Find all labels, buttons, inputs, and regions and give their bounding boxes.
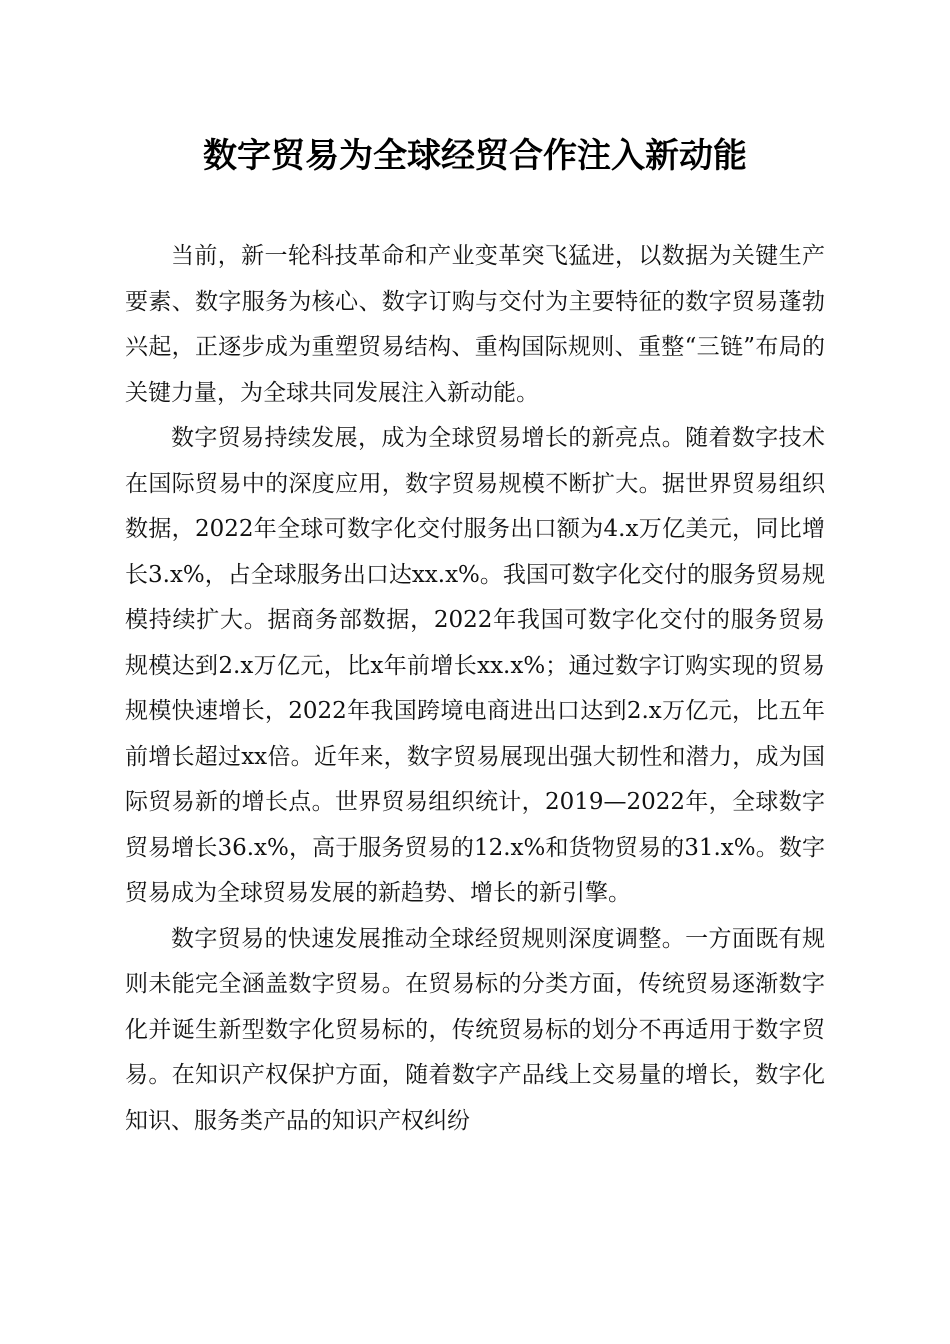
paragraph-rules: 数字贸易的快速发展推动全球经贸规则深度调整。一方面既有规则未能完全涵盖数字贸易。在贸易标的分类方面，传统贸易逐渐数字化并诞生新型数字化贸易标的，传统贸易标的划分不再适用于数字贸易。在知识产权保护方面，随着数字产品线上交易量的增长，数字化知识、服务类产品的知识产权纠纷	[125, 925, 825, 1134]
paragraph-intro: 当前，新一轮科技革命和产业变革突飞猛进，以数据为关键生产要素、数字服务为核心、数字订购与交付为主要特征的数字贸易蓬勃兴起，正逐步成为重塑贸易结构、重构国际规则、重整“三链”布局的关键力量，为全球共同发展注入新动能。	[125, 243, 825, 406]
document-title: 数字贸易为全球经贸合作注入新动能	[203, 136, 747, 176]
paragraph-growth: 数字贸易持续发展，成为全球贸易增长的新亮点。随着数字技术在国际贸易中的深度应用，数字贸易规模不断扩大。据世界贸易组织数据，2022年全球可数字化交付服务出口额为4.x万亿美元，同比增长3.x%，占全球服务出口达xx.x%。我国可数字化交付的服务贸易规模持续扩大。据商务部数据，2022年我国可数字化交付的服务贸易规模达到2.x万亿元，比x年前增长xx.x%；通过数字订购实现的贸易规模快速增长，2022年我国跨境电商进出口达到2.x万亿元，比五年前增长超过xx倍。近年来，数字贸易展现出强大韧性和潜力，成为国际贸易新的增长点。世界贸易组织统计，2019—2022年，全球数字贸易增长36.x%，高于服务贸易的12.x%和货物贸易的31.x%。数字贸易成为全球贸易发展的新趋势、增长的新引擎。	[125, 425, 825, 906]
document-body	[125, 234, 825, 1144]
